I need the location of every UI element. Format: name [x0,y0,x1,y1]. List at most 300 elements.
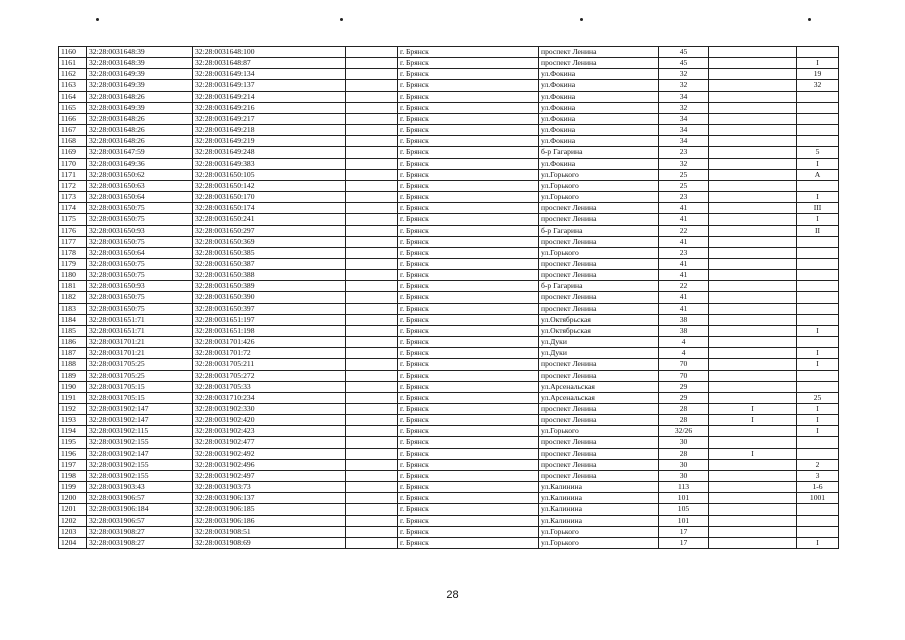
extra-cell [346,526,398,537]
row-number: 1190 [59,381,87,392]
house-number-cell: 28 [659,404,709,415]
table-row [59,147,839,158]
apartment-cell: I [797,348,839,359]
parcel-cadastral-number: 32:28:0031906:57 [87,515,193,526]
house-number-cell: 30 [659,437,709,448]
scan-dot [580,18,583,21]
row-number: 1164 [59,91,87,102]
parcel-cadastral-number: 32:28:0031648:26 [87,91,193,102]
extra-cell [346,448,398,459]
table-row [59,314,839,325]
row-number: 1175 [59,214,87,225]
object-cadastral-number: 32:28:0031651:197 [193,314,346,325]
apartment-cell [797,381,839,392]
street-cell: ул.Горького [539,426,659,437]
house-number-cell: 32 [659,158,709,169]
row-number: 1194 [59,426,87,437]
row-number: 1181 [59,281,87,292]
city-cell: г. Брянск [398,493,539,504]
extra-cell [346,493,398,504]
city-cell: г. Брянск [398,370,539,381]
extra-cell [346,359,398,370]
house-number-cell: 4 [659,337,709,348]
city-cell: г. Брянск [398,180,539,191]
object-cadastral-number: 32:28:0031650:297 [193,225,346,236]
object-cadastral-number: 32:28:0031701:72 [193,348,346,359]
page-number: 28 [446,589,459,601]
building-cell [709,504,797,515]
extra-cell [346,125,398,136]
street-cell: проспект Ленина [539,47,659,58]
apartment-cell [797,102,839,113]
city-cell: г. Брянск [398,236,539,247]
extra-cell [346,515,398,526]
apartment-cell: I [797,192,839,203]
building-cell [709,125,797,136]
building-cell [709,303,797,314]
street-cell: проспект Ленина [539,459,659,470]
city-cell: г. Брянск [398,69,539,80]
table-row [59,180,839,191]
city-cell: г. Брянск [398,247,539,258]
parcel-cadastral-number: 32:28:0031701:21 [87,337,193,348]
house-number-cell: 38 [659,325,709,336]
row-number: 1185 [59,325,87,336]
house-number-cell: 32/26 [659,426,709,437]
object-cadastral-number: 32:28:0031649:218 [193,125,346,136]
building-cell [709,359,797,370]
row-number: 1169 [59,147,87,158]
building-cell [709,392,797,403]
parcel-cadastral-number: 32:28:0031650:62 [87,169,193,180]
city-cell: г. Брянск [398,270,539,281]
building-cell [709,147,797,158]
parcel-cadastral-number: 32:28:0031649:36 [87,158,193,169]
object-cadastral-number: 32:28:0031902:423 [193,426,346,437]
parcel-cadastral-number: 32:28:0031648:26 [87,113,193,124]
row-number: 1163 [59,80,87,91]
object-cadastral-number: 32:28:0031903:73 [193,482,346,493]
parcel-cadastral-number: 32:28:0031902:115 [87,426,193,437]
building-cell [709,91,797,102]
house-number-cell: 113 [659,482,709,493]
building-cell: I [709,448,797,459]
city-cell: г. Брянск [398,125,539,136]
parcel-cadastral-number: 32:28:0031648:26 [87,125,193,136]
apartment-cell: 1-6 [797,482,839,493]
apartment-cell: I [797,426,839,437]
extra-cell [346,482,398,493]
object-cadastral-number: 32:28:0031650:397 [193,303,346,314]
street-cell: проспект Ленина [539,470,659,481]
object-cadastral-number: 32:28:0031908:69 [193,537,346,548]
apartment-cell [797,47,839,58]
table-row [59,136,839,147]
city-cell: г. Брянск [398,459,539,470]
street-cell: проспект Ленина [539,292,659,303]
table-row [59,448,839,459]
object-cadastral-number: 32:28:0031648:87 [193,58,346,69]
house-number-cell: 25 [659,180,709,191]
extra-cell [346,102,398,113]
house-number-cell: 45 [659,58,709,69]
apartment-cell: I [797,415,839,426]
building-cell [709,370,797,381]
object-cadastral-number: 32:28:0031649:216 [193,102,346,113]
city-cell: г. Брянск [398,281,539,292]
apartment-cell: 3 [797,470,839,481]
apartment-cell: 19 [797,69,839,80]
apartment-cell [797,292,839,303]
city-cell: г. Брянск [398,415,539,426]
parcel-cadastral-number: 32:28:0031650:75 [87,236,193,247]
object-cadastral-number: 32:28:0031649:217 [193,113,346,124]
apartment-cell [797,314,839,325]
street-cell: ул.Фокина [539,158,659,169]
street-cell: ул.Фокина [539,136,659,147]
street-cell: проспект Ленина [539,258,659,269]
building-cell [709,493,797,504]
street-cell: б-р Гагарина [539,281,659,292]
city-cell: г. Брянск [398,448,539,459]
apartment-cell: А [797,169,839,180]
object-cadastral-number: 32:28:0031649:248 [193,147,346,158]
row-number: 1183 [59,303,87,314]
extra-cell [346,381,398,392]
extra-cell [346,58,398,69]
extra-cell [346,180,398,191]
extra-cell [346,236,398,247]
street-cell: ул.Дуки [539,348,659,359]
table-row [59,69,839,80]
street-cell: ул.Арсенальская [539,381,659,392]
building-cell [709,169,797,180]
street-cell: проспект Ленина [539,437,659,448]
apartment-cell [797,448,839,459]
building-cell [709,426,797,437]
parcel-cadastral-number: 32:28:0031650:75 [87,292,193,303]
street-cell: проспект Ленина [539,203,659,214]
parcel-cadastral-number: 32:28:0031705:15 [87,381,193,392]
parcel-cadastral-number: 32:28:0031650:75 [87,270,193,281]
house-number-cell: 22 [659,281,709,292]
building-cell [709,270,797,281]
street-cell: ул.Горького [539,526,659,537]
parcel-cadastral-number: 32:28:0031647:59 [87,147,193,158]
table-row [59,381,839,392]
table-row [59,113,839,124]
house-number-cell: 105 [659,504,709,515]
building-cell: I [709,404,797,415]
table-row [59,426,839,437]
object-cadastral-number: 32:28:0031651:198 [193,325,346,336]
parcel-cadastral-number: 32:28:0031903:43 [87,482,193,493]
parcel-cadastral-number: 32:28:0031649:39 [87,69,193,80]
parcel-cadastral-number: 32:28:0031650:63 [87,180,193,191]
house-number-cell: 41 [659,214,709,225]
street-cell: ул.Горького [539,192,659,203]
city-cell: г. Брянск [398,113,539,124]
street-cell: проспект Ленина [539,58,659,69]
table-row [59,58,839,69]
table-row [59,515,839,526]
object-cadastral-number: 32:28:0031650:170 [193,192,346,203]
house-number-cell: 41 [659,292,709,303]
extra-cell [346,537,398,548]
table-row [59,281,839,292]
extra-cell [346,91,398,102]
city-cell: г. Брянск [398,426,539,437]
scan-dot [96,18,99,21]
city-cell: г. Брянск [398,192,539,203]
parcel-cadastral-number: 32:28:0031902:155 [87,470,193,481]
parcel-cadastral-number: 32:28:0031650:75 [87,203,193,214]
object-cadastral-number: 32:28:0031705:33 [193,381,346,392]
city-cell: г. Брянск [398,314,539,325]
row-number: 1196 [59,448,87,459]
apartment-cell [797,113,839,124]
house-number-cell: 23 [659,147,709,158]
object-cadastral-number: 32:28:0031902:492 [193,448,346,459]
parcel-cadastral-number: 32:28:0031908:27 [87,526,193,537]
row-number: 1170 [59,158,87,169]
object-cadastral-number: 32:28:0031650:385 [193,247,346,258]
street-cell: проспект Ленина [539,370,659,381]
row-number: 1200 [59,493,87,504]
table-row [59,325,839,336]
parcel-cadastral-number: 32:28:0031648:26 [87,136,193,147]
street-cell: ул.Арсенальская [539,392,659,403]
city-cell: г. Брянск [398,404,539,415]
city-cell: г. Брянск [398,515,539,526]
building-cell [709,381,797,392]
table-row [59,404,839,415]
building-cell [709,314,797,325]
city-cell: г. Брянск [398,348,539,359]
apartment-cell [797,281,839,292]
apartment-cell: II [797,225,839,236]
object-cadastral-number: 32:28:0031648:100 [193,47,346,58]
object-cadastral-number: 32:28:0031705:211 [193,359,346,370]
apartment-cell [797,437,839,448]
table-row [59,348,839,359]
parcel-cadastral-number: 32:28:0031902:147 [87,404,193,415]
object-cadastral-number: 32:28:0031649:134 [193,69,346,80]
table-row [59,437,839,448]
extra-cell [346,426,398,437]
street-cell: проспект Ленина [539,214,659,225]
house-number-cell: 41 [659,303,709,314]
city-cell: г. Брянск [398,147,539,158]
apartment-cell: I [797,537,839,548]
city-cell: г. Брянск [398,158,539,169]
scan-dot [340,18,343,21]
street-cell: ул.Дуки [539,337,659,348]
house-number-cell: 41 [659,236,709,247]
row-number: 1174 [59,203,87,214]
object-cadastral-number: 32:28:0031650:241 [193,214,346,225]
parcel-cadastral-number: 32:28:0031650:93 [87,281,193,292]
street-cell: ул.Калинина [539,515,659,526]
street-cell: ул.Горького [539,169,659,180]
house-number-cell: 70 [659,359,709,370]
street-cell: ул.Фокина [539,80,659,91]
city-cell: г. Брянск [398,258,539,269]
row-number: 1197 [59,459,87,470]
table-row [59,258,839,269]
building-cell [709,537,797,548]
table-row [59,482,839,493]
parcel-cadastral-number: 32:28:0031650:64 [87,192,193,203]
building-cell [709,225,797,236]
building-cell [709,80,797,91]
row-number: 1166 [59,113,87,124]
building-cell [709,69,797,80]
apartment-cell: I [797,158,839,169]
building-cell [709,348,797,359]
building-cell [709,102,797,113]
row-number: 1187 [59,348,87,359]
street-cell: ул.Горького [539,247,659,258]
parcel-cadastral-number: 32:28:0031650:93 [87,225,193,236]
table-row [59,303,839,314]
parcel-cadastral-number: 32:28:0031650:75 [87,214,193,225]
extra-cell [346,504,398,515]
city-cell: г. Брянск [398,359,539,370]
parcel-cadastral-number: 32:28:0031649:39 [87,80,193,91]
table-row [59,470,839,481]
extra-cell [346,214,398,225]
row-number: 1188 [59,359,87,370]
house-number-cell: 17 [659,537,709,548]
house-number-cell: 34 [659,91,709,102]
house-number-cell: 29 [659,392,709,403]
apartment-cell [797,337,839,348]
row-number: 1176 [59,225,87,236]
row-number: 1186 [59,337,87,348]
row-number: 1201 [59,504,87,515]
house-number-cell: 38 [659,314,709,325]
parcel-cadastral-number: 32:28:0031906:184 [87,504,193,515]
apartment-cell [797,526,839,537]
table-row [59,47,839,58]
street-cell: б-р Гагарина [539,225,659,236]
city-cell: г. Брянск [398,526,539,537]
building-cell [709,192,797,203]
house-number-cell: 101 [659,515,709,526]
building-cell [709,58,797,69]
row-number: 1180 [59,270,87,281]
extra-cell [346,136,398,147]
row-number: 1178 [59,247,87,258]
city-cell: г. Брянск [398,537,539,548]
apartment-cell: I [797,325,839,336]
street-cell: проспект Ленина [539,236,659,247]
apartment-cell [797,136,839,147]
extra-cell [346,80,398,91]
street-cell: б-р Гагарина [539,147,659,158]
apartment-cell [797,236,839,247]
apartment-cell [797,515,839,526]
apartment-cell [797,125,839,136]
city-cell: г. Брянск [398,214,539,225]
building-cell: I [709,415,797,426]
extra-cell [346,225,398,236]
table-row [59,359,839,370]
table-row [59,192,839,203]
parcel-cadastral-number: 32:28:0031651:71 [87,325,193,336]
house-number-cell: 30 [659,459,709,470]
apartment-cell: 2 [797,459,839,470]
row-number: 1171 [59,169,87,180]
building-cell [709,136,797,147]
house-number-cell: 17 [659,526,709,537]
object-cadastral-number: 32:28:0031908:51 [193,526,346,537]
extra-cell [346,370,398,381]
building-cell [709,459,797,470]
extra-cell [346,470,398,481]
building-cell [709,470,797,481]
table-row [59,91,839,102]
city-cell: г. Брянск [398,91,539,102]
row-number: 1161 [59,58,87,69]
street-cell: ул.Калинина [539,504,659,515]
street-cell: проспект Ленина [539,359,659,370]
apartment-cell: I [797,58,839,69]
parcel-cadastral-number: 32:28:0031906:57 [87,493,193,504]
object-cadastral-number: 32:28:0031650:389 [193,281,346,292]
building-cell [709,437,797,448]
extra-cell [346,158,398,169]
row-number: 1203 [59,526,87,537]
parcel-cadastral-number: 32:28:0031902:147 [87,415,193,426]
street-cell: проспект Ленина [539,270,659,281]
object-cadastral-number: 32:28:0031902:477 [193,437,346,448]
city-cell: г. Брянск [398,482,539,493]
city-cell: г. Брянск [398,337,539,348]
house-number-cell: 41 [659,203,709,214]
object-cadastral-number: 32:28:0031649:137 [193,80,346,91]
extra-cell [346,392,398,403]
extra-cell [346,69,398,80]
row-number: 1179 [59,258,87,269]
street-cell: проспект Ленина [539,448,659,459]
row-number: 1192 [59,404,87,415]
parcel-cadastral-number: 32:28:0031648:39 [87,58,193,69]
city-cell: г. Брянск [398,203,539,214]
extra-cell [346,192,398,203]
house-number-cell: 29 [659,381,709,392]
city-cell: г. Брянск [398,58,539,69]
object-cadastral-number: 32:28:0031902:496 [193,459,346,470]
table-row [59,102,839,113]
row-number: 1168 [59,136,87,147]
extra-cell [346,325,398,336]
city-cell: г. Брянск [398,102,539,113]
building-cell [709,482,797,493]
house-number-cell: 45 [659,47,709,58]
apartment-cell [797,303,839,314]
house-number-cell: 32 [659,69,709,80]
apartment-cell: I [797,404,839,415]
building-cell [709,158,797,169]
row-number: 1162 [59,69,87,80]
building-cell [709,515,797,526]
object-cadastral-number: 32:28:0031650:369 [193,236,346,247]
row-number: 1199 [59,482,87,493]
extra-cell [346,258,398,269]
house-number-cell: 41 [659,258,709,269]
